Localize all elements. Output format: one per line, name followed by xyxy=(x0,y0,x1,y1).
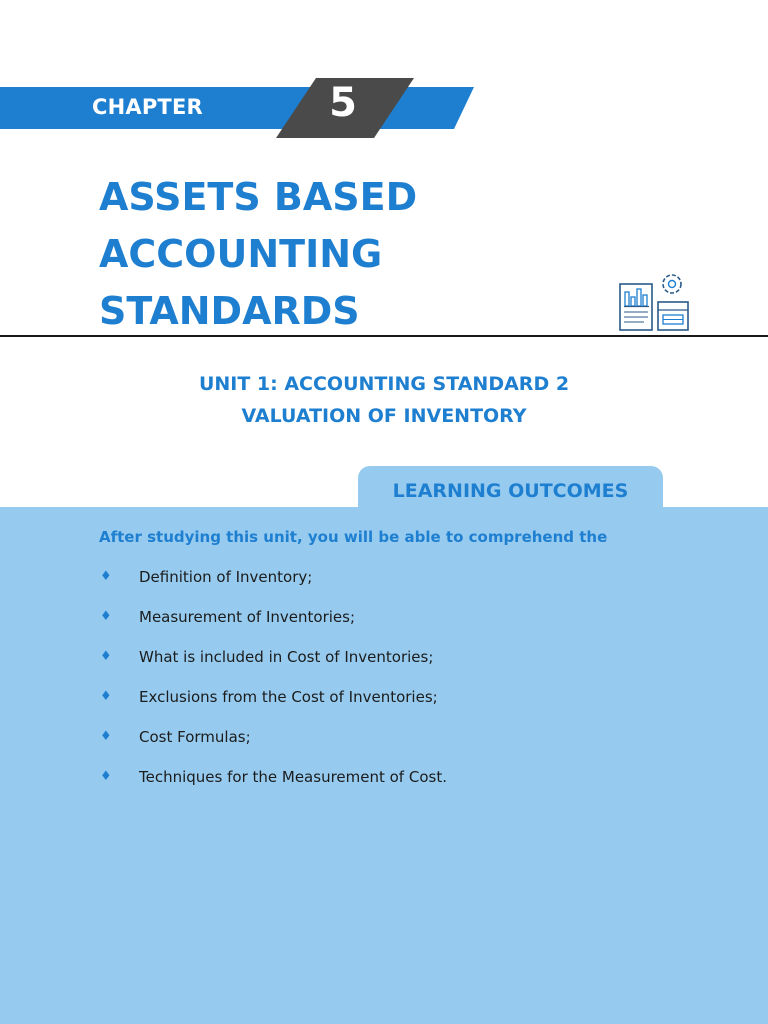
chapter-title-line: ASSETS BASED xyxy=(99,175,418,219)
unit-title-line2: VALUATION OF INVENTORY xyxy=(241,405,527,427)
diamond-bullet-icon: ♦ xyxy=(100,609,112,624)
list-item-text: Definition of Inventory; xyxy=(139,568,313,586)
list-item-text: Cost Formulas; xyxy=(139,728,251,746)
diamond-bullet-icon: ♦ xyxy=(100,689,112,704)
chapter-number: 5 xyxy=(329,80,357,126)
chapter-title-line: ACCOUNTING xyxy=(99,232,383,276)
list-item xyxy=(0,566,768,606)
learning-outcomes-list xyxy=(0,566,768,806)
chapter-title xyxy=(99,169,579,340)
list-item xyxy=(0,766,768,806)
list-item xyxy=(0,686,768,726)
list-item xyxy=(0,646,768,686)
learning-outcomes-heading: LEARNING OUTCOMES xyxy=(392,480,629,502)
unit-title-line1: UNIT 1: ACCOUNTING STANDARD 2 xyxy=(198,373,570,395)
list-item xyxy=(0,606,768,646)
chapter-title-line: STANDARDS xyxy=(99,289,360,333)
diamond-bullet-icon: ♦ xyxy=(100,569,112,584)
document-chart-settings-icon xyxy=(616,270,692,334)
list-item-text: Measurement of Inventories; xyxy=(139,608,356,626)
list-item-text: What is included in Cost of Inventories; xyxy=(139,648,434,666)
learning-outcomes-intro: After studying this unit, you will be able to comprehend the xyxy=(99,528,608,546)
diamond-bullet-icon: ♦ xyxy=(100,769,112,784)
title-divider xyxy=(0,335,768,337)
list-item-text: Exclusions from the Cost of Inventories; xyxy=(139,688,438,706)
unit-title xyxy=(0,368,768,432)
diamond-bullet-icon: ♦ xyxy=(100,729,112,744)
list-item xyxy=(0,726,768,766)
chapter-label: CHAPTER xyxy=(92,95,203,119)
diamond-bullet-icon: ♦ xyxy=(100,649,112,664)
list-item-text: Techniques for the Measurement of Cost. xyxy=(139,768,447,786)
